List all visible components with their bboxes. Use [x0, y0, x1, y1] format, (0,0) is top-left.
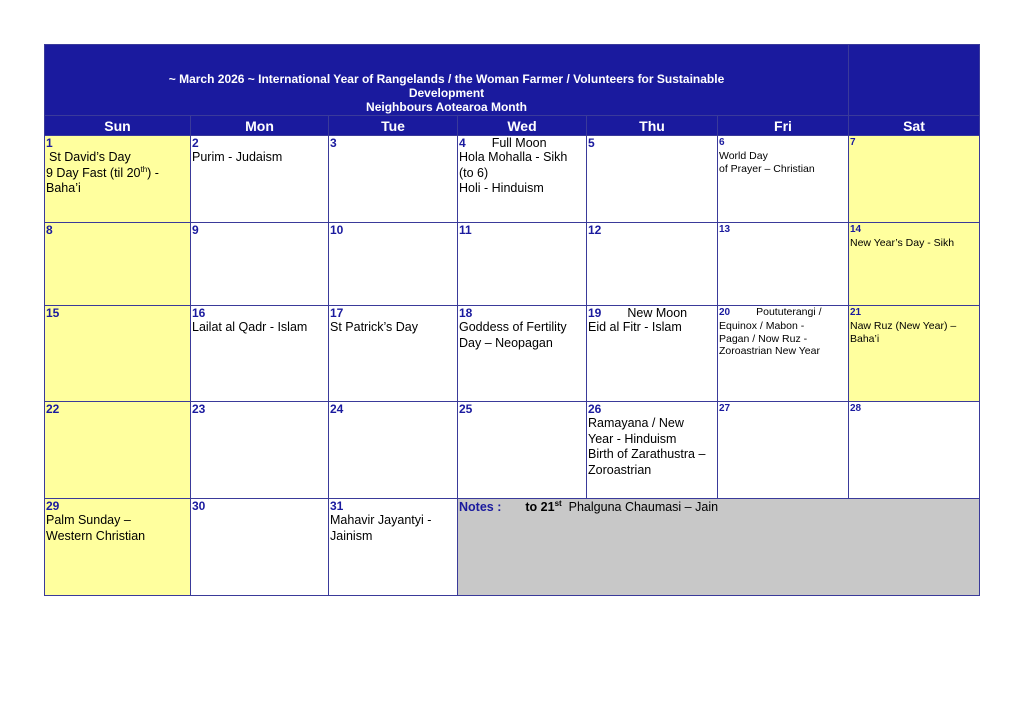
day-number: 12: [588, 223, 602, 237]
day-number: 11: [459, 223, 472, 237]
day-number: 6: [719, 137, 725, 148]
event-text: St Patrick’s Day: [330, 320, 418, 334]
day-number: 25: [459, 402, 473, 416]
day-number: 21: [850, 307, 862, 318]
day-cell-18: [458, 306, 587, 402]
weekday-mon: Mon: [191, 116, 329, 136]
day-cell-21: [849, 306, 980, 402]
day-cell-11: [458, 223, 587, 306]
day-number: 24: [330, 402, 344, 416]
event-text: New Year’s Day - Sikh: [850, 237, 955, 249]
day-cell-28: [849, 402, 980, 499]
event-text: Birth of Zarathustra –: [588, 447, 706, 461]
event-text: Goddess of Fertility: [459, 320, 567, 334]
day-cell-24: [329, 402, 458, 499]
day-cell-26: [587, 402, 718, 499]
day-cell-4: [458, 136, 587, 223]
event-text: Baha’i: [850, 332, 880, 345]
day-number: 14: [850, 224, 862, 235]
notes-text: Phalguna Chaumasi – Jain: [568, 500, 719, 514]
title-line-1: ~ March 2026 ~ International Year of Rangelands / the Woman Farmer / Volunteers for Sustainable: [168, 72, 725, 86]
day-cell-3: [329, 136, 458, 223]
event-text: Baha’i: [46, 181, 81, 195]
day-cell-1: [45, 136, 191, 223]
event-text: Pagan / Now Ruz -: [719, 332, 808, 345]
event-text: St David’s Day: [49, 150, 131, 164]
weekday-wed: Wed: [458, 116, 587, 136]
day-number: 9: [192, 223, 199, 237]
day-number: 8: [46, 223, 53, 237]
day-cell-2: [191, 136, 329, 223]
event-text: Palm Sunday –: [46, 513, 131, 527]
event-text: World Day: [719, 150, 768, 162]
day-cell-20: [718, 306, 849, 402]
day-cell-12: [587, 223, 718, 306]
day-cell-22: [45, 402, 191, 499]
day-cell-19: [587, 306, 718, 402]
day-number: 3: [330, 136, 337, 150]
day-cell-9: [191, 223, 329, 306]
day-cell-5: [587, 136, 718, 223]
event-text: 9 Day Fast (til 20th) -: [46, 164, 159, 180]
day-cell-25: [458, 402, 587, 499]
day-cell-16: [191, 306, 329, 402]
day-number: 5: [588, 136, 595, 150]
day-cell-14: [849, 223, 980, 306]
notes-label: Notes :: [459, 500, 502, 514]
weekday-sun: Sun: [45, 116, 191, 136]
event-text: Hola Mohalla - Sikh: [459, 150, 568, 164]
day-number: 31: [330, 499, 344, 513]
day-number: 19: [588, 306, 602, 320]
calendar-table: [44, 44, 980, 596]
day-number: 18: [459, 306, 473, 320]
event-text: Eid al Fitr - Islam: [588, 320, 682, 334]
day-cell-10: [329, 223, 458, 306]
notes-line: [458, 499, 979, 515]
day-number: 2: [192, 136, 199, 150]
day-number: 27: [719, 403, 731, 414]
event-text: Year - Hinduism: [588, 431, 677, 446]
day-cell-31: [329, 499, 458, 596]
moon-phase-label: Full Moon: [491, 136, 547, 150]
weekday-sat: Sat: [849, 116, 980, 136]
day-cell-29: [45, 499, 191, 596]
day-cell-30: [191, 499, 329, 596]
day-cell-7: [849, 136, 980, 223]
day-number: 4: [459, 136, 466, 150]
event-text: Lailat al Qadr - Islam: [192, 320, 308, 334]
event-text: Naw Ruz (New Year) –: [850, 320, 957, 332]
event-text: Mahavir Jayantyi -: [330, 513, 432, 527]
event-text: (to 6): [459, 165, 489, 180]
event-text: Day – Neopagan: [459, 335, 553, 350]
day-number: 1: [46, 136, 53, 150]
day-number: 28: [850, 403, 862, 414]
title-line-3: Neighbours Aotearoa Month: [366, 100, 527, 114]
day-number: 26: [588, 402, 602, 416]
day-number: 10: [330, 223, 344, 237]
moon-phase-label: New Moon: [627, 306, 688, 320]
day-number: 29: [46, 499, 60, 513]
day-number: 17: [330, 306, 344, 320]
calendar-title: [45, 45, 849, 116]
day-cell-8: [45, 223, 191, 306]
event-text: Jainism: [330, 528, 373, 543]
day-cell-17: [329, 306, 458, 402]
weekday-tue: Tue: [329, 116, 458, 136]
day-number: 22: [46, 402, 60, 416]
day-number: 23: [192, 402, 206, 416]
day-number: 7: [850, 137, 856, 148]
day-number: 15: [46, 306, 60, 320]
title-line-2: Development: [408, 86, 485, 100]
notes-date: to 21st: [525, 498, 562, 514]
event-text: Equinox / Mabon -: [719, 320, 805, 332]
event-text: Holi - Hinduism: [459, 181, 544, 195]
day-cell-15: [45, 306, 191, 402]
day-cell-6: [718, 136, 849, 223]
weekday-thu: Thu: [587, 116, 718, 136]
event-text: Zoroastrian: [588, 462, 652, 477]
weekday-fri: Fri: [718, 116, 849, 136]
event-text: Ramayana / New: [588, 416, 684, 430]
event-text: Zoroastrian New Year: [719, 345, 820, 357]
event-text: Western Christian: [46, 528, 146, 543]
notes-panel: [458, 499, 980, 596]
day-number: 13: [719, 224, 731, 235]
day-number: 30: [192, 499, 206, 513]
day-cell-13: [718, 223, 849, 306]
event-text: Poututerangi /: [756, 306, 822, 318]
day-cell-27: [718, 402, 849, 499]
title-corner: [849, 45, 980, 116]
day-cell-23: [191, 402, 329, 499]
day-number: 20: [719, 307, 731, 318]
event-text: of Prayer – Christian: [719, 162, 815, 175]
day-number: 16: [192, 306, 206, 320]
event-text: Purim - Judaism: [192, 150, 283, 164]
